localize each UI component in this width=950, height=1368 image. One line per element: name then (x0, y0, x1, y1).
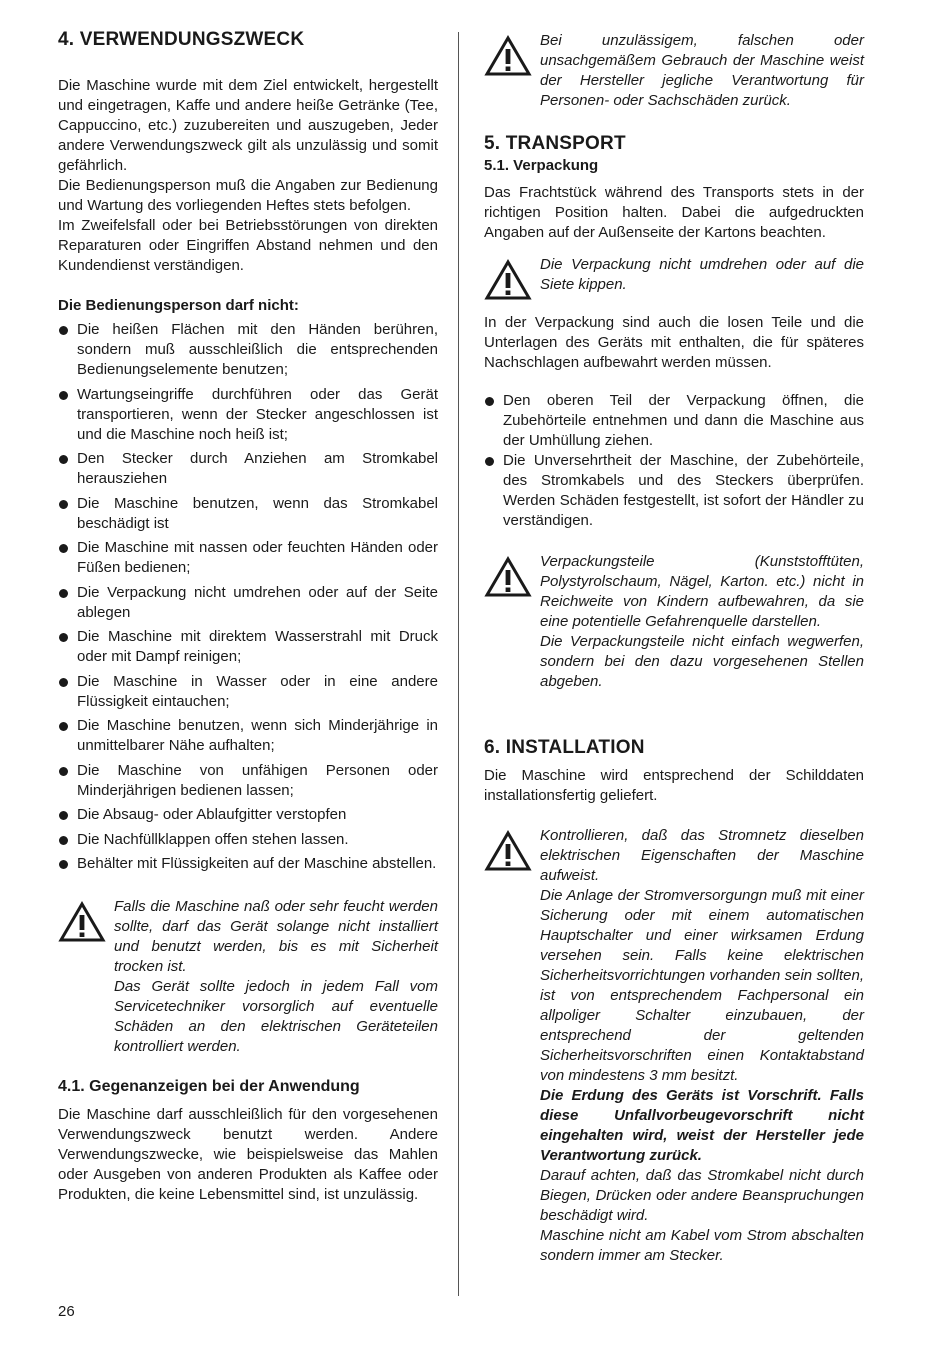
left-column (58, 28, 438, 1205)
list-item: Die Maschine mit direktem Wasserstrahl mit Druck oder mit Dampf reinigen; (58, 627, 438, 667)
warning-icon (484, 259, 532, 301)
list-item: Die Maschine benutzen, wenn sich Minderjährige in unmittelbarer Nähe aufhalten; (58, 716, 438, 756)
section-4-1-text: Die Maschine darf ausschleißlich für den vorgesehenen Verwendungszweck benutzt werden. Andere Verwendungszwecke, wie beispielsweise das Mahlen oder Ausgeben von anderen Produkten als Kaffee oder Produkten, die keine Lebensmittel sind, ist unzulässig. (58, 1105, 438, 1203)
section-5-title: 5. TRANSPORT (484, 133, 626, 154)
warning-misuse (484, 31, 864, 111)
intro-paragraph-2: Die Bedienungsperson muß die Angaben zur Bedienung und Wartung des vorliegenden Heftes stets befolgen. (58, 177, 438, 214)
warning-packaging-text: Die Verpackung nicht umdrehen oder auf die Siete kippen. (540, 256, 864, 293)
warning-install-text-2: Die Anlage der Stromversorgungn muß mit einer Sicherung oder mit einem automatischen Hauptschalter und einer wirksamen Erdung versehen sein. Falls keine elektrischen Sicherheitsvorrichtungen vorhanden sein sollten, ist von entsprechendem Fachpersonal ein allpoliger Schalter einzubauen, der entsprechend der geltenden Sicherheitsvorschriften einen Kontaktabstand von mindestens 3 mm besitzt. (540, 886, 864, 1084)
warning-icon (484, 35, 532, 77)
bullet-icon (59, 860, 68, 869)
list-item: Die Absaug- oder Ablaufgitter verstopfen (58, 805, 438, 825)
section-5-1-title: 5.1. Verpackung (484, 157, 599, 174)
bullet-icon (59, 811, 68, 820)
warning-install-text-3: Darauf achten, daß das Stromkabel nicht durch Biegen, Drücken oder andere Beanspruchungen beschädigt wird. (540, 1166, 864, 1224)
must-not-heading: Die Bedienungsperson darf nicht: (58, 297, 299, 314)
list-item: Die heißen Flächen mit den Händen berühren, sondern muß ausschleißlich die entsprechenden Bedienungselemente benutzen; (58, 320, 438, 380)
bullet-icon (59, 836, 68, 845)
warning-packaging (484, 255, 864, 295)
bullet-icon (59, 722, 68, 731)
warning-children-text-1: Verpackungsteile (Kunststofftüten, Polystyrolschaum, Nägel, Karton. etc.) nicht in Reichweite von Kindern aufbewahren, da sie eine potentielle Gefahrenquelle darstellen. (540, 552, 864, 630)
warning-wet-text-1: Falls die Maschine naß oder sehr feucht werden sollte, darf das Gerät solange nicht installiert und benutzt werden, bis es mit Sicherheit trocken ist. (114, 897, 438, 975)
must-not-list (58, 320, 438, 874)
transport-text: Das Frachtstück während des Transports stets in der richtigen Position halten. Dabei die aufgedruckten Angaben auf der Außenseite der Kartons beachten. (484, 184, 864, 241)
list-item: Den oberen Teil der Verpackung öffnen, die Zubehörteile entnehmen und dann die Maschine aus der Umhüllung ziehen. (484, 391, 864, 451)
warning-install-bold-text: Die Erdung des Geräts ist Vorschrift. Falls diese Unfallvorbeugevorschrift nicht eingehalten wird, weist der Hersteller jede Verantwortung zurück. (540, 1086, 864, 1164)
bullet-icon (59, 544, 68, 553)
bullet-icon (59, 633, 68, 642)
bullet-icon (485, 397, 494, 406)
warning-misuse-text: Bei unzulässigem, falschen oder unsachgemäßem Gebrauch der Maschine weist der Hersteller jegliche Verantwortung für Personen- oder Sachschäden zurück. (540, 32, 864, 109)
warning-install-text-4: Maschine nicht am Kabel vom Strom abschalten sondern immer am Stecker. (540, 1226, 864, 1264)
list-item: Die Maschine von unfähigen Personen oder Minderjährigen bedienen lassen; (58, 761, 438, 801)
warning-children-text-2: Die Verpackungsteile nicht einfach wegwerfen, sondern bei den dazu vorgesehenen Stellen abgeben. (540, 632, 864, 690)
bullet-icon (59, 589, 68, 598)
warning-icon (484, 830, 532, 872)
warning-wet-text-2: Das Gerät sollte jedoch in jedem Fall vom Servicetechniker vorsorglich auf eventuelle Schäden an den elektrischen Geräteteilen kontrolliert werden. (114, 977, 438, 1055)
intro-paragraph-3: Im Zweifelsfall oder bei Betriebsstörungen von direkten Reparaturen oder Eingriffen Abstand nehmen und den Kundendienst verständigen. (58, 217, 438, 274)
bullet-icon (485, 457, 494, 466)
list-item: Die Maschine benutzen, wenn das Stromkabel beschädigt ist (58, 494, 438, 534)
warning-children (484, 552, 864, 692)
list-item: Die Nachfüllklappen offen stehen lassen. (58, 830, 438, 850)
column-divider (458, 32, 459, 1296)
bullet-icon (59, 767, 68, 776)
list-item: Wartungseingriffe durchführen oder das Gerät transportieren, wenn der Stecker angeschlossen ist und die Maschine noch heiß ist; (58, 385, 438, 445)
list-item: Die Verpackung nicht umdrehen oder auf der Seite ablegen (58, 583, 438, 623)
bullet-icon (59, 391, 68, 400)
section-4-1-title: 4.1. Gegenanzeigen bei der Anwendung (58, 1077, 360, 1095)
warning-icon (484, 556, 532, 598)
warning-installation (484, 826, 864, 1266)
warning-icon (58, 901, 106, 943)
page-number: 26 (58, 1303, 75, 1320)
list-item: Die Maschine mit nassen oder feuchten Händen oder Füßen bedienen; (58, 538, 438, 578)
intro-paragraph-1: Die Maschine wurde mit dem Ziel entwickelt, hergestellt und eingetragen, Kaffe und andere heiße Getränke (Tee, Cappuccino, etc.) zuzubereiten und auszugeben, Jeder andere Verwendungszweck gilt als unzulässig und somit gefährlich. (58, 77, 438, 174)
unpack-list (484, 391, 864, 531)
section-4-title: 4. VERWENDUNGSZWECK (58, 29, 305, 50)
list-item: Die Maschine in Wasser oder in eine andere Flüssigkeit eintauchen; (58, 672, 438, 712)
list-item: Die Unversehrtheit der Maschine, der Zubehörteile, des Stromkabels und des Steckers überprüfen. Werden Schäden festgestellt, ist sofort der Händler zu verständigen. (484, 451, 864, 531)
installation-text: Die Maschine wird entsprechend der Schilddaten installationsfertig geliefert. (484, 766, 864, 804)
list-item: Behälter mit Flüssigkeiten auf der Maschine abstellen. (58, 854, 438, 874)
list-item: Den Stecker durch Anziehen am Stromkabel herausziehen (58, 449, 438, 489)
bullet-icon (59, 455, 68, 464)
bullet-icon (59, 500, 68, 509)
warning-install-text-1: Kontrollieren, daß das Stromnetz dieselben elektrischen Eigenschaften der Maschine aufweist. (540, 826, 864, 884)
bullet-icon (59, 678, 68, 687)
warning-wet-machine (58, 897, 438, 1057)
right-column (484, 31, 864, 1266)
bullet-icon (59, 326, 68, 335)
section-6-title: 6. INSTALLATION (484, 736, 645, 758)
packaging-contents-text: In der Verpackung sind auch die losen Teile und die Unterlagen des Geräts mit enthalten, die für späteres Nachschlagen aufbewahrt werden müssen. (484, 314, 864, 371)
